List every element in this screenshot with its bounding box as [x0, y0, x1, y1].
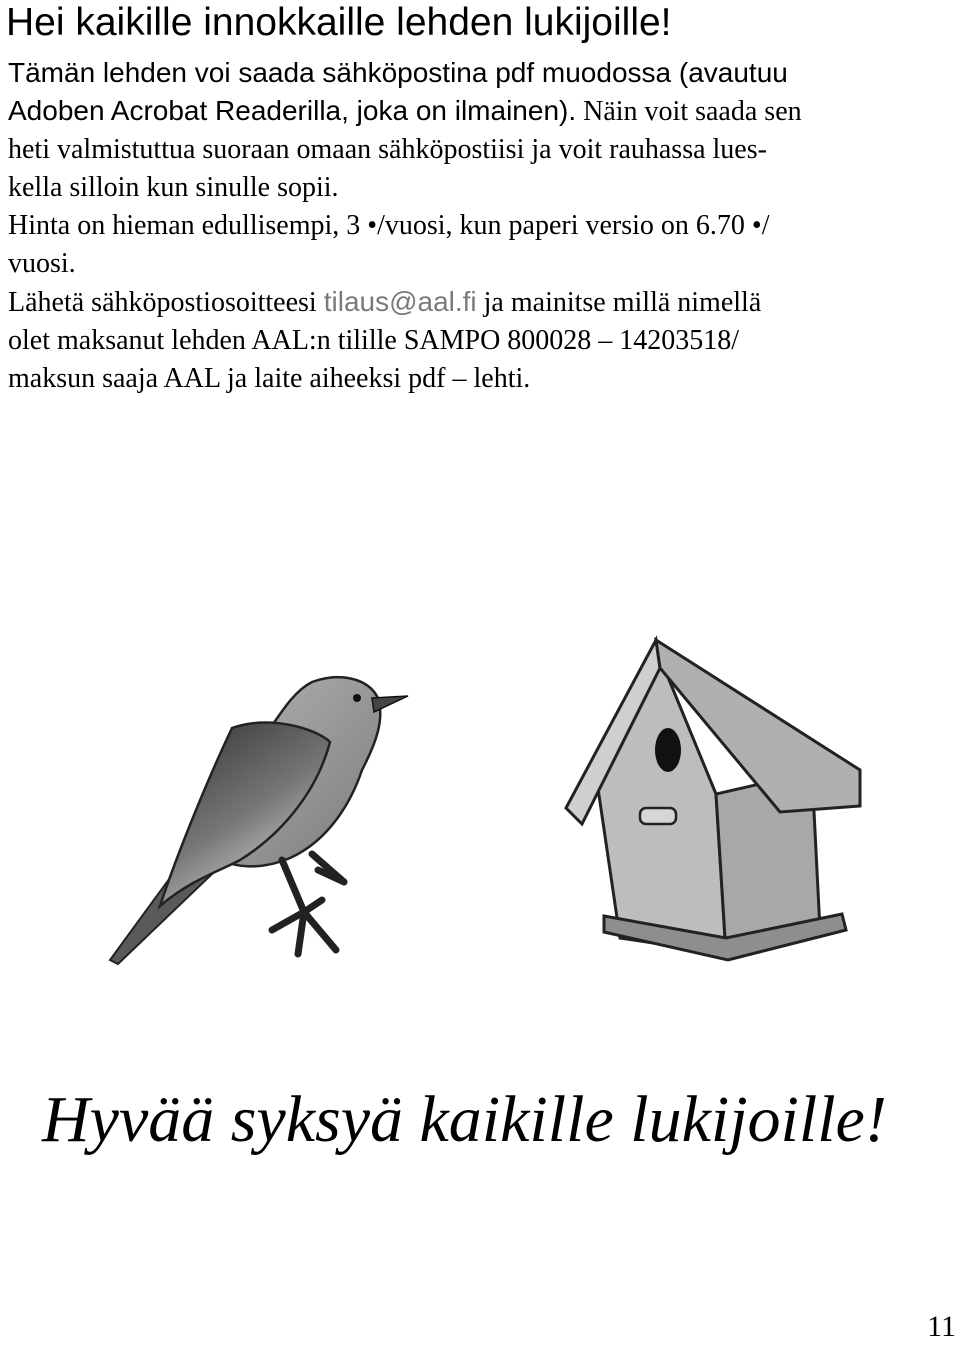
- birdhouse-icon: [566, 640, 860, 960]
- bird-icon: [110, 677, 408, 964]
- order-text: Lähetä sähköpostiosoitteesi: [8, 287, 324, 318]
- order-line: [8, 283, 953, 322]
- email-link[interactable]: [324, 286, 477, 317]
- price-line: Hinta on hieman edullisempi, 3 •/vuosi, kun paperi versio on 6.70 •/: [8, 210, 770, 241]
- article-body: [8, 54, 953, 398]
- paragraph-line: kella silloin kun sinulle sopii.: [8, 172, 339, 203]
- price-line: vuosi.: [8, 248, 76, 279]
- paragraph-line-segment: Näin voit saada sen: [576, 96, 802, 127]
- paragraph-line: [8, 92, 953, 131]
- email-tld: fi: [462, 286, 477, 317]
- order-line: maksun saaja AAL ja laite aiheeksi pdf – lehti.: [8, 363, 531, 394]
- page-number: 11: [927, 1310, 956, 1343]
- paragraph-line: Tämän lehden voi saada sähköpostina pdf muodossa (avautuu: [8, 57, 788, 88]
- greeting: Hyvää syksyä kaikille lukijoille!: [42, 1083, 887, 1156]
- order-line: olet maksanut lehden AAL:n tilille SAMPO 800028 – 14203518/: [8, 325, 740, 356]
- paragraph-line-segment: Adoben Acrobat Readerilla, joka on ilmainen).: [8, 95, 577, 126]
- illustrations: [0, 620, 960, 980]
- email-user: tilaus@aal.: [323, 286, 463, 317]
- order-text: ja mainitse millä nimellä: [476, 287, 762, 318]
- paragraph-line: heti valmistuttua suoraan omaan sähköpostiisi ja voit rauhassa lues-: [8, 134, 767, 165]
- page-heading: Hei kaikille innokkaille lehden lukijoille!: [6, 1, 672, 44]
